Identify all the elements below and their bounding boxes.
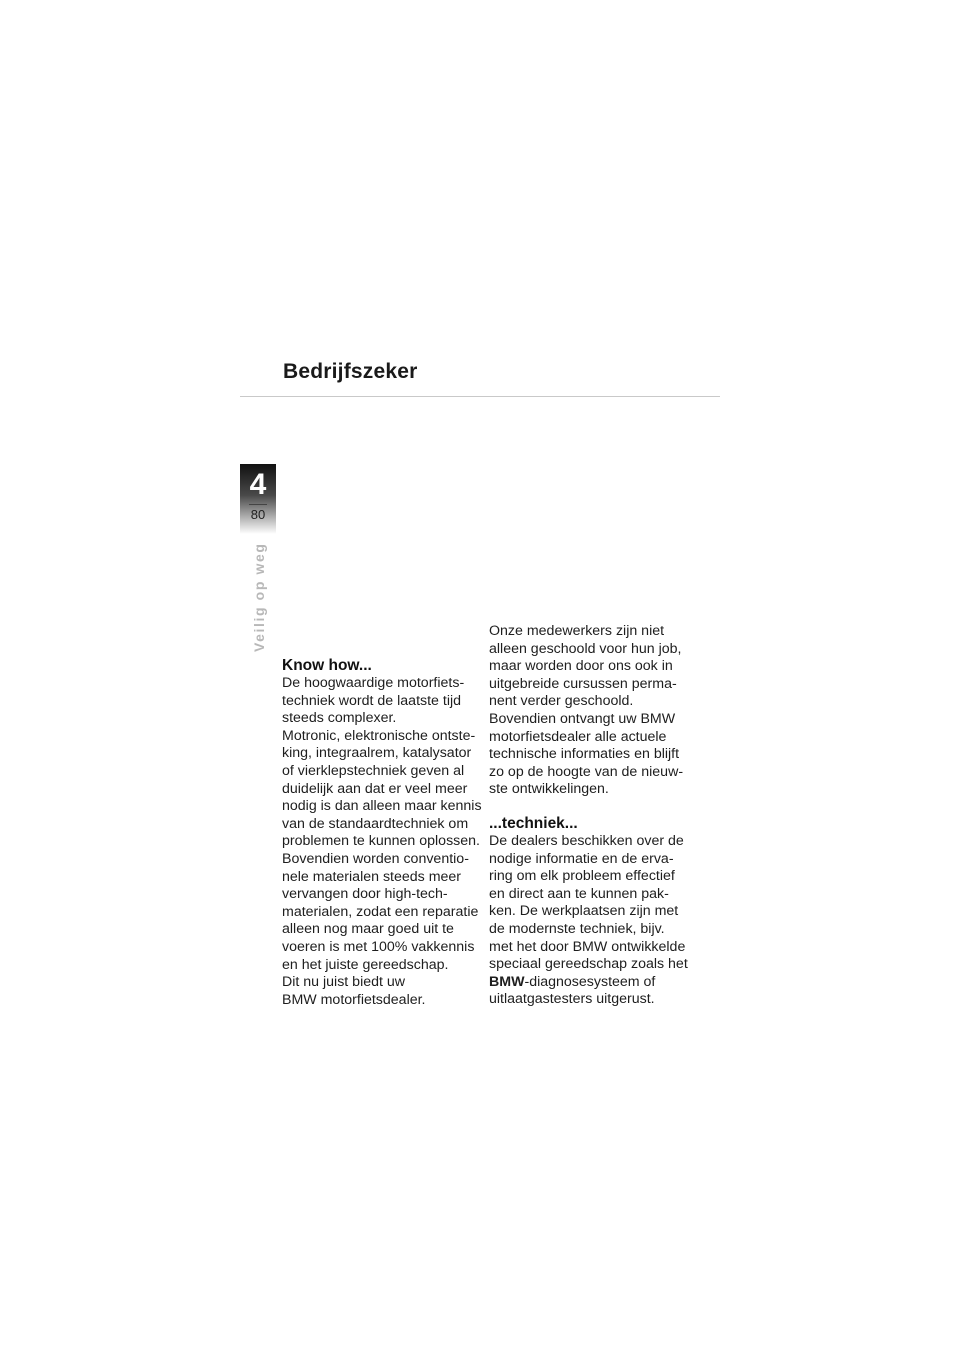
text-line: en het juiste gereedschap. bbox=[282, 956, 449, 973]
text-line: Motronic, elektronische ontste- bbox=[282, 727, 476, 744]
left-column bbox=[282, 657, 482, 1009]
text-line: king, integraalrem, katalysator bbox=[282, 745, 472, 762]
text-line-brand bbox=[489, 974, 689, 992]
text-line: ring om elk probleem effectief bbox=[489, 868, 675, 885]
brand-suffix: -diagnosesysteem of bbox=[524, 973, 656, 990]
text-line: alleen geschoold voor hun job, bbox=[489, 640, 682, 657]
section-side-label: Veilig op weg bbox=[251, 542, 267, 652]
text-line: duidelijk aan dat er veel meer bbox=[282, 780, 468, 797]
text-line: nodig is dan alleen maar kennis bbox=[282, 798, 482, 815]
text-line: maar worden door ons ook in bbox=[489, 658, 673, 675]
text-line: De hoogwaardige motorfiets- bbox=[282, 675, 465, 691]
section-heading-techniek: ...techniek... bbox=[489, 814, 578, 832]
text-line: zo op de hoogte van de nieuw- bbox=[489, 763, 684, 780]
section-heading-know-how: Know how... bbox=[282, 657, 372, 674]
text-line: Onze medewerkers zijn niet bbox=[489, 623, 665, 639]
text-line: uitlaatgastesters uitgerust. bbox=[489, 991, 655, 1008]
text-line: en direct aan te kunnen pak- bbox=[489, 885, 669, 902]
text-line: ste ontwikkelingen. bbox=[489, 781, 609, 798]
text-line: Bovendien ontvangt uw BMW bbox=[489, 710, 676, 727]
text-line: steeds complexer. bbox=[282, 710, 397, 727]
paragraph-spacer bbox=[489, 799, 689, 815]
chapter-number: 4 bbox=[249, 468, 267, 501]
chapter-divider bbox=[249, 504, 267, 505]
text-line: motorfietsdealer alle actuele bbox=[489, 728, 667, 745]
text-line: nodige informatie en de erva- bbox=[489, 850, 674, 867]
text-line: Dit nu juist biedt uw bbox=[282, 974, 406, 991]
text-line: alleen nog maar goed uit te bbox=[282, 921, 454, 938]
text-line: van de standaardtechniek om bbox=[282, 815, 469, 832]
text-line: of vierklepstechniek geven al bbox=[282, 762, 465, 779]
text-line: problemen te kunnen oplossen. bbox=[282, 833, 480, 850]
text-line: de modernste techniek, bijv. bbox=[489, 920, 665, 937]
text-line: materialen, zodat een reparatie bbox=[282, 903, 479, 920]
text-line: technische informaties en blijft bbox=[489, 746, 680, 763]
text-line: Bovendien worden conventio- bbox=[282, 850, 469, 867]
header-divider bbox=[240, 396, 720, 397]
text-line: nent verder geschoold. bbox=[489, 693, 634, 710]
text-line: techniek wordt de laatste tijd bbox=[282, 692, 462, 709]
chapter-tab bbox=[240, 464, 276, 534]
text-line: nele materialen steeds meer bbox=[282, 868, 462, 885]
brand-bold: BMW bbox=[489, 973, 525, 990]
page-number: 80 bbox=[250, 507, 266, 522]
text-line: met het door BMW ontwikkelde bbox=[489, 938, 686, 955]
text-line: vervangen door high-tech- bbox=[282, 886, 448, 903]
text-line: De dealers beschikken over de bbox=[489, 832, 684, 849]
text-line: speciaal gereedschap zoals het bbox=[489, 956, 688, 973]
text-line: BMW motorfietsdealer. bbox=[282, 991, 426, 1008]
right-column bbox=[489, 623, 689, 1009]
text-line: ken. De werkplaatsen zijn met bbox=[489, 903, 679, 920]
page-title: Bedrijfszeker bbox=[283, 360, 418, 383]
text-line: uitgebreide cursussen perma- bbox=[489, 675, 677, 692]
text-line: voeren is met 100% vakkennis bbox=[282, 938, 475, 955]
